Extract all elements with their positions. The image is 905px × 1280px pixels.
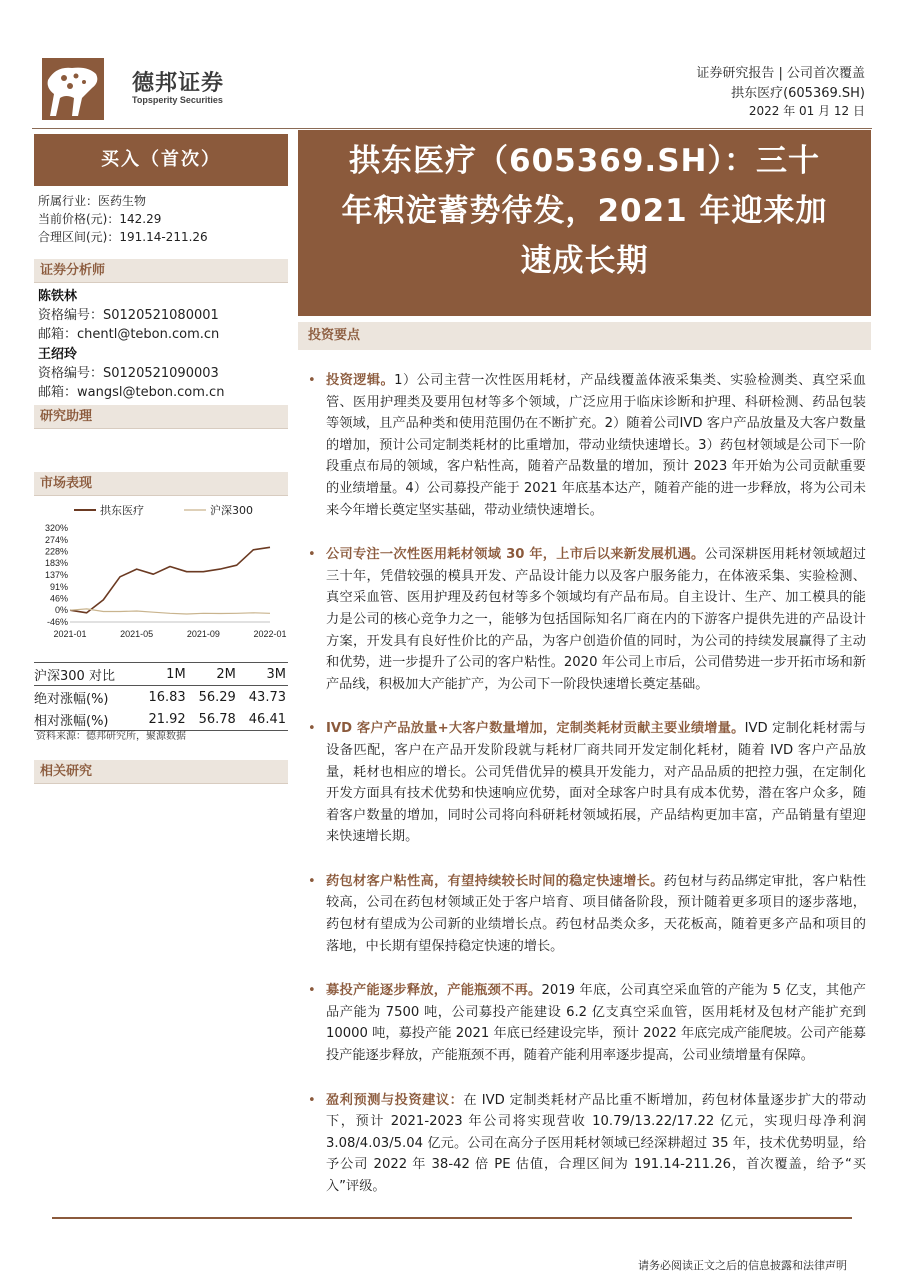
bullet-text: 公司深耕医用耗材领域超过三十年，凭借较强的模具开发、产品设计能力以及客户服务能力，在体液采集、实验检测、真空采血管、医用护理及药包材等多个领域均有产品布局。自主设计、生产、加工模具的能力是公司的核心竞争力之一，能够为包括国际知名厂商在内的下游客户提供先进的产品设计方案，开发具有良好性价比的产品，为客户创造价值的同时，为公司的持续发展赢得了主动和优势，进一步提升了公司的客户粘性。2020 年公司上市后，公司借势进一步开拓市场和新产品线，积极加大产能扩产，为公司下一阶段快速增长奠定基础。 bbox=[326, 547, 866, 692]
analyst-section-head: 证券分析师 bbox=[34, 259, 288, 283]
series-line bbox=[70, 547, 270, 613]
rating-badge: 买入（首次） bbox=[34, 134, 288, 186]
list-item bbox=[306, 980, 866, 1066]
legend-label: 拱东医疗 bbox=[100, 504, 144, 517]
list-item bbox=[306, 544, 866, 695]
table-cell: 相对涨幅(%) bbox=[34, 708, 138, 731]
header-divider bbox=[32, 128, 872, 129]
market-section-head: 市场表现 bbox=[34, 472, 288, 496]
bullet-lead: 药包材客户粘性高，有望持续较长时间的稳定快速增长。 bbox=[326, 873, 664, 889]
key-points-list bbox=[306, 370, 866, 1221]
table-cell: 46.41 bbox=[238, 708, 288, 731]
bullet-lead: 投资逻辑。 bbox=[326, 373, 395, 388]
x-tick-label: 2021-01 bbox=[53, 629, 87, 639]
report-type: 证券研究报告 | 公司首次覆盖 bbox=[696, 66, 865, 81]
data-source: 资料来源：德邦研究所，聚源数据 bbox=[36, 731, 186, 742]
bullet-icon: • bbox=[308, 373, 316, 388]
assistant-section-head: 研究助理 bbox=[34, 405, 288, 429]
report-date: 2022 年 01 月 12 日 bbox=[748, 104, 865, 118]
table-cell: 56.29 bbox=[188, 686, 238, 709]
performance-chart bbox=[34, 498, 288, 644]
bullet-text: 药包材与药品绑定审批，客户粘性较高，公司在药包材领域正处于客户培育、项目储备阶段，预计随着更多项目的逐步落地，药包材有望成为公司新的业绩增长点。药包材品类众多，天花板高，随着更多产品和项目的落地，中长期有望保持稳定快速的增长。 bbox=[326, 873, 867, 954]
table-header-cell: 2M bbox=[188, 663, 238, 686]
bullet-text: IVD 定制化耗材需与设备匹配，客户在产品开发阶段就与耗材厂商共同开发定制化耗材，随着 IVD 客户产品放量，耗材也相应的增长。公司凭借优异的模具开发能力，对产品品质的把控力强，在定制化开发方面具有技术优势和快速响应优势，面对全球客户时具有成本优势，潜在客户众多，随着客户数量的增加，同时公司将向科研耗材领域拓展，产品结构更加丰富，产品销量有望迎来快速增长期。 bbox=[326, 721, 866, 845]
disclaimer-note: 请务必阅读正文之后的信息披露和法律声明 bbox=[638, 1259, 847, 1272]
table-cell: 21.92 bbox=[138, 708, 188, 731]
analyst-name: 陈铁林 bbox=[38, 289, 78, 304]
bullet-icon: • bbox=[308, 1092, 316, 1108]
table-header-cell: 沪深300 对比 bbox=[34, 663, 138, 686]
y-tick-label: 228% bbox=[44, 546, 68, 557]
current-price: 当前价格(元)：142.29 bbox=[38, 212, 162, 226]
x-tick-label: 2022-01 bbox=[253, 629, 287, 639]
company-code: 拱东医疗(605369.SH) bbox=[731, 86, 865, 101]
analyst-license: 资格编号：S0120521090003 bbox=[38, 366, 219, 381]
y-tick-label: 46% bbox=[49, 593, 68, 604]
key-points-head: 投资要点 bbox=[298, 322, 871, 350]
table-row bbox=[34, 686, 288, 709]
legend-label: 沪深300 bbox=[210, 504, 253, 517]
bullet-icon: • bbox=[308, 721, 316, 737]
footer-divider bbox=[52, 1217, 852, 1219]
title-line: 拱东医疗（605369.SH）：三十 bbox=[349, 143, 820, 179]
bullet-lead: 公司专注一次性医用耗材领域 30 年，上市后以来新发展机遇。 bbox=[326, 547, 705, 563]
series-line bbox=[70, 609, 270, 614]
list-item bbox=[306, 370, 866, 521]
bullet-lead: 募投产能逐步释放，产能瓶颈不再。 bbox=[326, 983, 542, 999]
related-section-head: 相关研究 bbox=[34, 760, 288, 784]
x-tick-label: 2021-09 bbox=[186, 629, 220, 639]
list-item bbox=[306, 718, 866, 848]
tebon-logo bbox=[42, 58, 104, 120]
table-cell: 56.78 bbox=[188, 708, 238, 731]
performance-table bbox=[34, 662, 288, 731]
industry: 所属行业：医药生物 bbox=[38, 194, 147, 208]
list-item bbox=[306, 1090, 866, 1198]
analyst-email[interactable]: 邮箱：chentl@tebon.com.cn bbox=[38, 327, 220, 342]
report-title bbox=[298, 136, 871, 286]
analyst-license: 资格编号：S0120521080001 bbox=[38, 308, 219, 323]
title-line: 速成长期 bbox=[520, 243, 649, 279]
y-tick-label: -46% bbox=[46, 617, 68, 627]
bullet-lead: IVD 客户产品放量+大客户数量增加，定制类耗材贡献主要业绩增量。 bbox=[326, 721, 745, 737]
y-tick-label: 91% bbox=[49, 581, 68, 592]
bullet-icon: • bbox=[308, 547, 316, 563]
analyst-name: 王绍玲 bbox=[38, 347, 78, 362]
bullet-text: 在 IVD 定制类耗材产品比重不断增加，药包材体量逐步扩大的带动下，预计 2021-2023 年公司将实现营收 10.79/13.22/17.22 亿元，实现归母净利润 3.08/4.03/5.04 亿元。公司在高分子医用耗材领域已经深耕超过 35 年，技术优势明显，给予公司 2022 年 38-42 倍 PE 估值，合理区间为 191.14-211.26，首次覆盖，给予“买入”评级。 bbox=[326, 1092, 867, 1194]
x-tick-label: 2021-05 bbox=[120, 629, 154, 639]
bullet-icon: • bbox=[308, 983, 316, 999]
analyst-email[interactable]: 邮箱：wangsl@tebon.com.cn bbox=[38, 385, 225, 400]
bullet-lead: 盈利预测与投资建议： bbox=[326, 1092, 464, 1108]
y-tick-label: 137% bbox=[44, 570, 68, 580]
y-tick-label: 183% bbox=[44, 558, 68, 569]
fair-range: 合理区间(元)：191.14-211.26 bbox=[38, 230, 208, 244]
brand-name-cn: 德邦证券 bbox=[132, 71, 225, 96]
bullet-text: 2019 年底，公司真空采血管的产能为 5 亿支，其他产品产能为 7500 吨，公司募投产能建设 6.2 亿支真空采血管，医用耗材及包材产能扩充到 10000 吨，募投产能 2021 年底已经建设完毕，预计 2022 年底完成产能爬坡。公司产能募投产能逐步释放，产能瓶颈不再，随着产能利用率逐步提高，公司业绩增量有保障。 bbox=[326, 983, 866, 1064]
y-tick-label: 320% bbox=[44, 523, 68, 533]
bullet-text: 1）公司主营一次性医用耗材，产品线覆盖体液采集类、实验检测类、真空采血管、医用护理类及要用包材等多个领域，广泛应用于临床诊断和护理、科研检测、药品包装等领域，且产品种类和使用范围仍在不断扩充。2）随着公司IVD 客户产品放量及大客户数量的增加，预计公司定制类耗材的比重增加，带动业绩快速增长。3）药包材领域是公司下一阶段重点布局的领域，客户粘性高，随着产品数量的增加，预计 2023 年开始为公司贡献重要的业绩增量。4）公司募投产能于 2021 年底基本达产，随着产能的进一步释放，将为公司未来今年增长奠定坚实基础，带动业绩快速增长。 bbox=[326, 373, 866, 518]
table-cell: 43.73 bbox=[238, 686, 288, 709]
table-header-cell: 1M bbox=[138, 663, 188, 686]
brand-name-en: Topsperity Securities bbox=[132, 95, 223, 105]
bullet-icon: • bbox=[308, 873, 316, 889]
table-cell: 绝对涨幅(%) bbox=[34, 686, 138, 709]
title-line: 年积淀蓄势待发，2021 年迎来加 bbox=[341, 193, 828, 229]
table-cell: 16.83 bbox=[138, 686, 188, 709]
table-header-cell: 3M bbox=[238, 663, 288, 686]
table-header-row bbox=[34, 663, 288, 686]
list-item bbox=[306, 871, 866, 957]
y-tick-label: 0% bbox=[54, 605, 68, 616]
y-tick-label: 274% bbox=[44, 534, 68, 545]
